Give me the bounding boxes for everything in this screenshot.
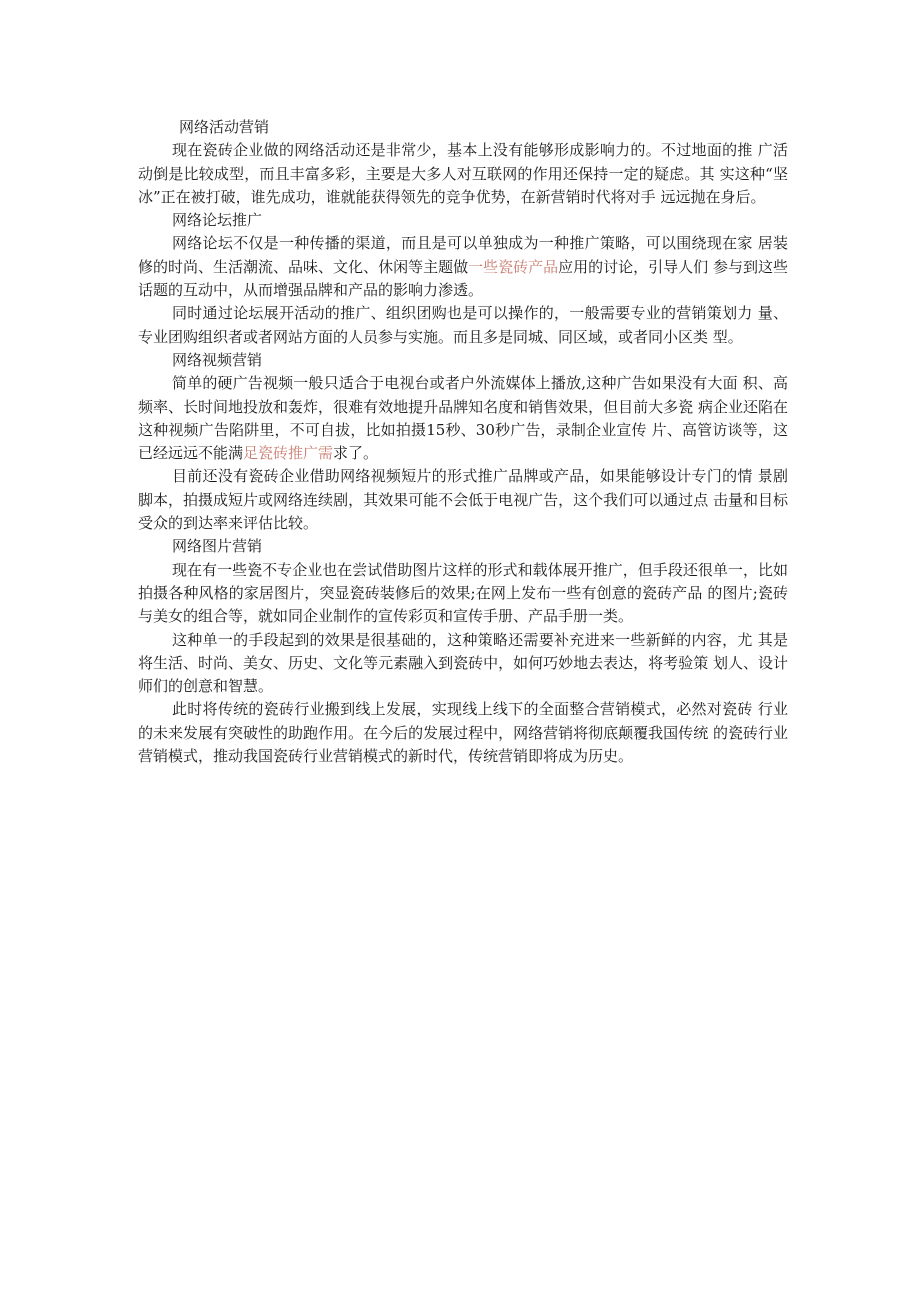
paragraph-video-text-a: 简单的硬广告视频一般只适合于电视台或者户外流媒体上播放,这种广告如果没有大面 积、高频率、长时间地投放和轰炸，很难有效地提升品牌知名度和销售效果，但目前大多瓷 病企业还陷在这种视频广告陷阱里，不可自拔，比如拍摄15秒、30秒广告，录制企业宣传 片、高管访谈等，这已经远远不能满 — [138, 374, 788, 463]
heading-video-marketing: 网络视频营销 — [172, 350, 263, 369]
paragraph-forum-group-buy: 同时通过论坛展开活动的推广、组织团购也是可以操作的，一般需要专业的营销策划力 量、专业团购组织者或者网站方面的人员参与实施。而且多是同城、同区域，或者同小区类 型。 — [138, 304, 788, 346]
heading-network-activity-marketing: 网络活动营销 — [179, 118, 270, 136]
paragraph-forum-text-a: 网络论坛不仅是一种传播的渠道，而且是可以单独成为一种推广策略，可以围绕现在家 居装修的时尚、生活潮流、品味、文化、休闲等主题做 — [138, 234, 788, 276]
paragraph-forum-text-b: 应用的讨论，引导人们 参与到这些话题的互动中，从而增强品牌和产品的影响力渗透。 — [138, 257, 788, 300]
heading-image-marketing: 网络图片营销 — [172, 537, 263, 556]
paragraph-image-strategy: 这种单一的手段起到的效果是很基础的，这种策略还需要补充进来一些新鲜的内容，尤 其是将生活、时尚、美女、历史、文化等元素融入到瓷砖中，如何巧妙地去表达，将考验策 划人、设计师们的创意和智慧。 — [138, 630, 788, 696]
paragraph-forum — [138, 232, 788, 302]
paragraph-video — [138, 372, 788, 465]
paragraph-video-text-b: 求了。 — [333, 444, 379, 463]
heading-forum-promotion: 网络论坛推广 — [172, 211, 263, 230]
paragraph-video-short: 目前还没有瓷砖企业借助网络视频短片的形式推广品牌或产品，如果能够设计专门的情 景剧脚本，拍摄成短片或网络连续剧，其效果可能不会低于电视广告，这个我们可以通过点 击量和目标受众的到达率来评估比较。 — [138, 467, 788, 533]
paragraph-activity: 现在瓷砖企业做的网络活动还是非常少，基本上没有能够形成影响力的。不过地面的推 广活动倒是比较成型，而且丰富多彩，主要是大多人对互联网的作用还保持一定的疑虑。其 实这种“坚冰”正在被打破，谁先成功，谁就能获得领先的竞争优势，在新营销时代将对手 远远抛在身后。 — [138, 141, 788, 206]
paragraph-image: 现在有一些瓷不专企业也在尝试借助图片这样的形式和载体展开推广，但手段还很单一，比如拍摄各种风格的家居图片，突显瓷砖装修后的效果;在网上发布一些有创意的瓷砖产品 的图片;瓷砖与美女的组合等，就如同企业制作的宣传彩页和宣传手册、产品手册一类。 — [138, 560, 788, 626]
tile-promotion-link[interactable]: 足瓷砖推广需 — [243, 444, 334, 463]
paragraph-conclusion: 此时将传统的瓷砖行业搬到线上发展，实现线上线下的全面整合营销模式，必然对瓷砖 行业的未来发展有突破性的助跑作用。在今后的发展过程中，网络营销将彻底颠覆我国传统 的瓷砖行业营销模式，推动我国瓷砖行业营销模式的新时代，传统营销即将成为历史。 — [138, 700, 788, 766]
document-body — [138, 116, 788, 768]
tile-product-link[interactable]: 一些瓷砖产品 — [468, 257, 559, 276]
